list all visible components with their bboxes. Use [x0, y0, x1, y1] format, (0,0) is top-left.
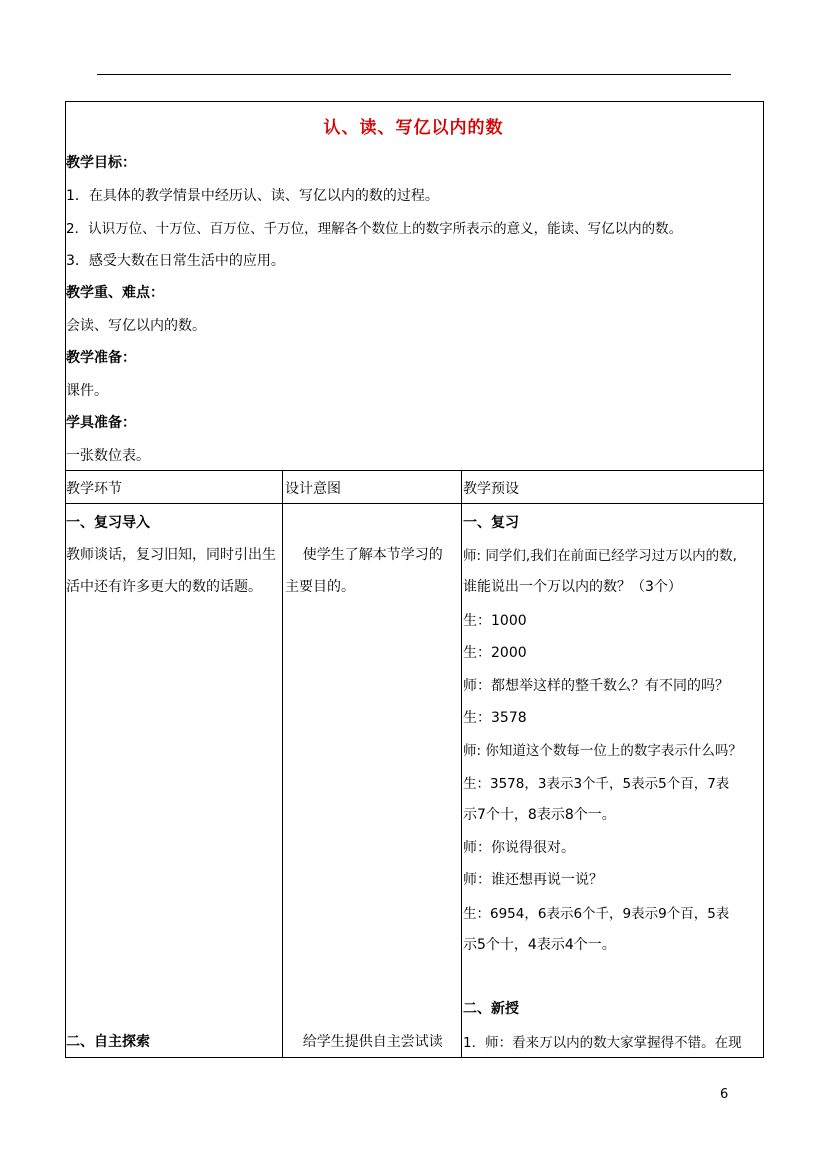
table-column-divider	[282, 470, 283, 1058]
key-points-text: 会读、写亿以内的数。	[66, 318, 206, 334]
stage-review-text: 活中还有许多更大的数的话题。	[66, 579, 262, 595]
table-header-intent: 设计意图	[285, 481, 341, 497]
table-header-stage: 教学环节	[66, 481, 122, 497]
table-header-preset: 教学预设	[463, 481, 519, 497]
dialogue-line: 生：3578，3表示3个千，5表示5个百，7表	[463, 776, 730, 792]
objective-item: 2．认识万位、十万位、百万位、千万位，理解各个数位上的数字所表示的意义，能读、写亿以内的数。	[66, 221, 683, 237]
intent-text: 主要目的。	[285, 579, 355, 595]
objectives-heading: 教学目标：	[66, 155, 136, 171]
dialogue-line: 示5个十，4表示4个一。	[463, 937, 616, 953]
intent-text: 使学生了解本节学习的	[285, 547, 443, 563]
table-top-border	[65, 470, 764, 471]
dialogue-line: 师: 你知道这个数每一位上的数字表示什么吗？	[463, 743, 742, 759]
preparation-text: 课件。	[66, 383, 108, 399]
dialogue-line: 1．师：看来万以内的数大家掌握得不错。在现	[463, 1035, 742, 1051]
preset-new-heading: 二、新授	[463, 1001, 519, 1017]
dialogue-line: 生：1000	[463, 613, 527, 629]
table-column-divider	[461, 470, 462, 1058]
dialogue-line: 师：你说得很对。	[463, 840, 575, 856]
dialogue-line: 谁能说出一个万以内的数？（3个）	[463, 579, 682, 595]
table-header-border	[65, 503, 764, 504]
dialogue-line: 生：2000	[463, 645, 527, 661]
key-points-heading: 教学重、难点：	[66, 285, 164, 301]
preparation-heading: 教学准备：	[66, 350, 136, 366]
dialogue-line: 师: 同学们,我们在前面已经学习过万以内的数,	[463, 548, 737, 564]
intent-text: 给学生提供自主尝试读	[285, 1034, 443, 1050]
lesson-title: 认、读、写亿以内的数	[323, 118, 504, 138]
dialogue-line: 师：谁还想再说一说？	[463, 872, 603, 888]
header-rule	[97, 74, 731, 75]
objective-item: 3．感受大数在日常生活中的应用。	[66, 253, 285, 269]
stage-explore-heading: 二、自主探索	[66, 1034, 150, 1050]
dialogue-line: 生：6954，6表示6个千，9表示9个百，5表	[463, 906, 730, 922]
stage-review-text: 教师谈话，复习旧知，同时引出生	[66, 547, 276, 563]
objective-item: 1．在具体的教学情景中经历认、读、写亿以内的数的过程。	[66, 188, 439, 204]
preset-review-heading: 一、复习	[463, 515, 519, 531]
tools-heading: 学具准备：	[66, 415, 136, 431]
dialogue-line: 生：3578	[463, 710, 527, 726]
dialogue-line: 师：都想举这样的整千数么？有不同的吗？	[463, 678, 729, 694]
page-number: 6	[720, 1087, 729, 1102]
tools-text: 一张数位表。	[66, 448, 150, 464]
stage-review-heading: 一、复习导入	[66, 515, 150, 531]
dialogue-line: 示7个十，8表示8个一。	[463, 807, 616, 823]
